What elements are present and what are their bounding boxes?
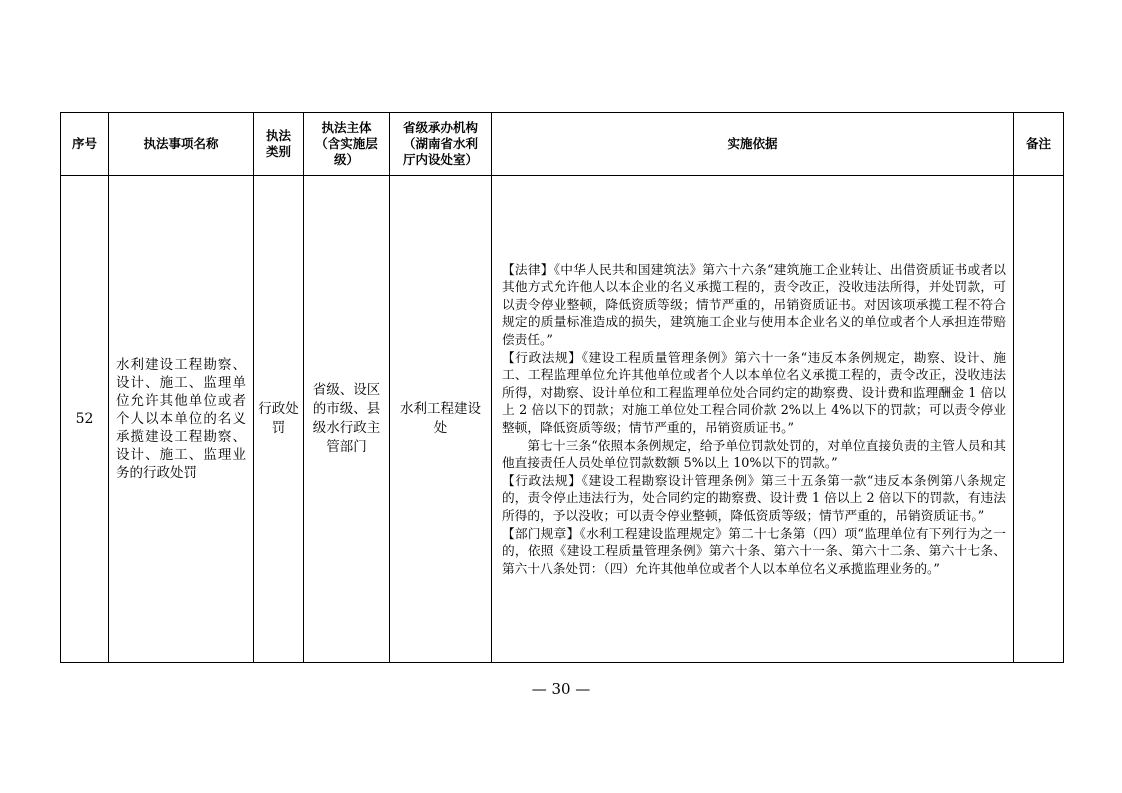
header-subject [304, 113, 390, 176]
cell-category: 行政处罚 [254, 176, 304, 663]
header-org-line: （湖南省水利 [402, 136, 478, 151]
cell-basis [492, 176, 1014, 663]
header-remark: 备注 [1014, 113, 1064, 176]
header-subject-line: 执法主体 [321, 120, 372, 135]
basis-paragraph-law: 【法律】《中华人民共和国建筑法》第六十六条“建筑施工企业转让、出借资质证书或者以其他方式允许他人以本企业的名义承揽工程的，责令改正，没收违法所得，并处罚款，可以责令停业整顿，降低资质等级；情节严重的，吊销资质证书。对因该项承揽工程不符合规定的质量标准造成的损失，建筑施工企业与使用本企业名义的单位或者个人承担连带赔偿责任。” [502, 261, 1006, 348]
enforcement-table [60, 112, 1064, 663]
basis-paragraph-rule: 【部门规章】《水利工程建设监理规定》第二十七条第（四）项“监理单位有下列行为之一的，依照《建设工程质量管理条例》第六十条、第六十一条、第六十二条、第六十七条、第六十八条处罚：（四）允许其他单位或者个人以本单位名义承揽监理业务的。” [502, 525, 1006, 576]
header-org-line: 省级承办机构 [402, 120, 478, 135]
header-subject-line: （含实施层 [315, 136, 378, 151]
cell-seq: 52 [61, 176, 109, 663]
header-org [390, 113, 492, 176]
header-org-line: 厅内设处室） [402, 152, 478, 167]
header-category-line: 类别 [265, 144, 291, 159]
table-row [61, 176, 1064, 663]
cell-item-name: 水利建设工程勘察、设计、施工、监理单位允许其他单位或者个人以本单位的名义承揽建设工程勘察、设计、施工、监理业务的行政处罚 [109, 176, 254, 663]
header-subject-line: 级） [333, 152, 359, 167]
cell-org: 水利工程建设处 [390, 176, 492, 663]
cell-subject: 省级、设区的市级、县级水行政主管部门 [304, 176, 390, 663]
cell-remark [1014, 176, 1064, 663]
header-seq: 序号 [61, 113, 109, 176]
basis-text [502, 261, 1006, 578]
header-item-name: 执法事项名称 [109, 113, 254, 176]
header-category [254, 113, 304, 176]
header-category-line: 执法 [265, 128, 291, 143]
page-number: — 30 — [531, 680, 591, 698]
header-row [61, 113, 1064, 176]
basis-paragraph-article-73: 第七十三条“依照本条例规定，给予单位罚款处罚的，对单位直接负责的主管人员和其他直接责任人员处单位罚款数额 5%以上 10%以下的罚款。” [502, 437, 1006, 471]
basis-paragraph-regulation: 【行政法规】《建设工程质量管理条例》第六十一条“违反本条例规定，勘察、设计、施工、工程监理单位允许其他单位或者个人以本单位名义承揽工程的，责令改正，没收违法所得，对勘察、设计单位和工程监理单位处合同约定的勘察费、设计费和监理酬金 1 倍以上 2 倍以下的罚款；对施工单位处工程合同价款 2%以上 4%以下的罚款；可以责令停业整顿，降低资质等级；情节严重的，吊销资质证书。” [502, 349, 1006, 435]
basis-paragraph-survey-design: 【行政法规】《建设工程勘察设计管理条例》第三十五条第一款“违反本条例第八条规定的，责令停止违法行为，处合同约定的勘察费、设计费 1 倍以上 2 倍以下的罚款，有违法所得的，予以没收；可以责令停业整顿，降低资质等级；情节严重的，吊销资质证书。” [502, 472, 1006, 523]
header-basis: 实施依据 [492, 113, 1014, 176]
